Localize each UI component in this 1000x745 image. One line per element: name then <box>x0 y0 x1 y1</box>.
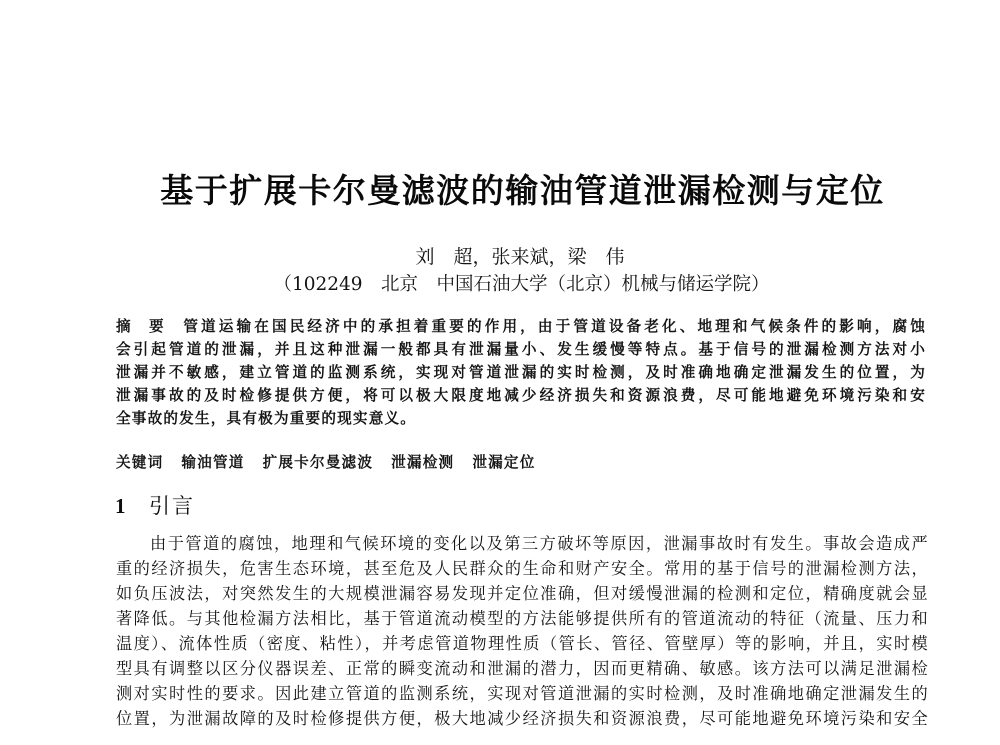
abstract-text: 管道运输在国民经济中的承担着重要的作用，由于管道设备老化、地理和气候条件的影响，腐蚀 <box>183 318 926 335</box>
body-line: 如负压波法，对突然发生的大规模泄漏容易发现并定位准确，但对缓慢泄漏的检测和定位，精确度就会显 <box>116 584 928 603</box>
section-title: 引言 <box>149 494 195 518</box>
keyword: 输油管道 <box>181 454 245 471</box>
body-line: 重的经济损失，危害生态环境，甚至危及人民群众的生命和财产安全。常用的基于信号的泄漏检测方法， <box>116 559 928 578</box>
body-line: 温度）、流体性质（密度、粘性），并考虑管道物理性质（管长、管径、管壁厚）等的影响，并且，实时模 <box>116 634 928 653</box>
author-affiliation: （102249 北京 中国石油大学（北京）机械与储运学院） <box>273 274 770 295</box>
keywords-label: 关键词 <box>116 454 164 471</box>
abstract-line <box>116 316 926 338</box>
section-heading <box>115 492 195 520</box>
keywords <box>116 452 554 474</box>
body-line: 型具有调整以区分仪器误差、正常的瞬变流动和泄漏的潜力，因而更精确、敏感。该方法可以满足泄漏检 <box>116 659 928 678</box>
keyword: 泄漏检测 <box>391 454 455 471</box>
body-line: 测对实时性的要求。因此建立管道的监测系统，实现对管道泄漏的实时检测，及时准确地确定泄漏发生的 <box>116 684 928 703</box>
body-line: 位置，为泄漏故障的及时检修提供方便，极大地减少经济损失和资源浪费，尽可能地避免环境污染和安全 <box>116 709 928 728</box>
section-number: 1 <box>115 494 126 518</box>
body-line: 由于管道的腐蚀，地理和气候环境的变化以及第三方破坏等原因，泄漏事故时有发生。事故会造成严 <box>150 534 928 553</box>
paper-title: 基于扩展卡尔曼滤波的输油管道泄漏检测与定位 <box>160 171 885 210</box>
abstract-line: 泄漏并不敏感，建立管道的监测系统，实现对管道泄漏的实时检测，及时准确地确定泄漏发生的位置，为 <box>116 364 926 381</box>
abstract-label: 摘 要 <box>116 318 166 335</box>
abstract-line: 泄漏事故的及时检修提供方便，将可以极大限度地减少经济损失和资源浪费，尽可能地避免环境污染和安 <box>116 387 926 404</box>
keyword: 泄漏定位 <box>472 454 536 471</box>
keyword: 扩展卡尔曼滤波 <box>262 454 374 471</box>
author-list: 刘 超，张来斌，梁 伟 <box>415 246 625 268</box>
abstract-line: 会引起管道的泄漏，并且这种泄漏一般都具有泄漏量小、发生缓慢等特点。基于信号的泄漏检测方法对小 <box>116 341 926 358</box>
body-line: 著降低。与其他检漏方法相比，基于管道流动模型的方法能够提供所有的管道流动的特征（流量、压力和 <box>116 609 928 628</box>
abstract-line: 全事故的发生，具有极为重要的现实意义。 <box>116 410 417 427</box>
